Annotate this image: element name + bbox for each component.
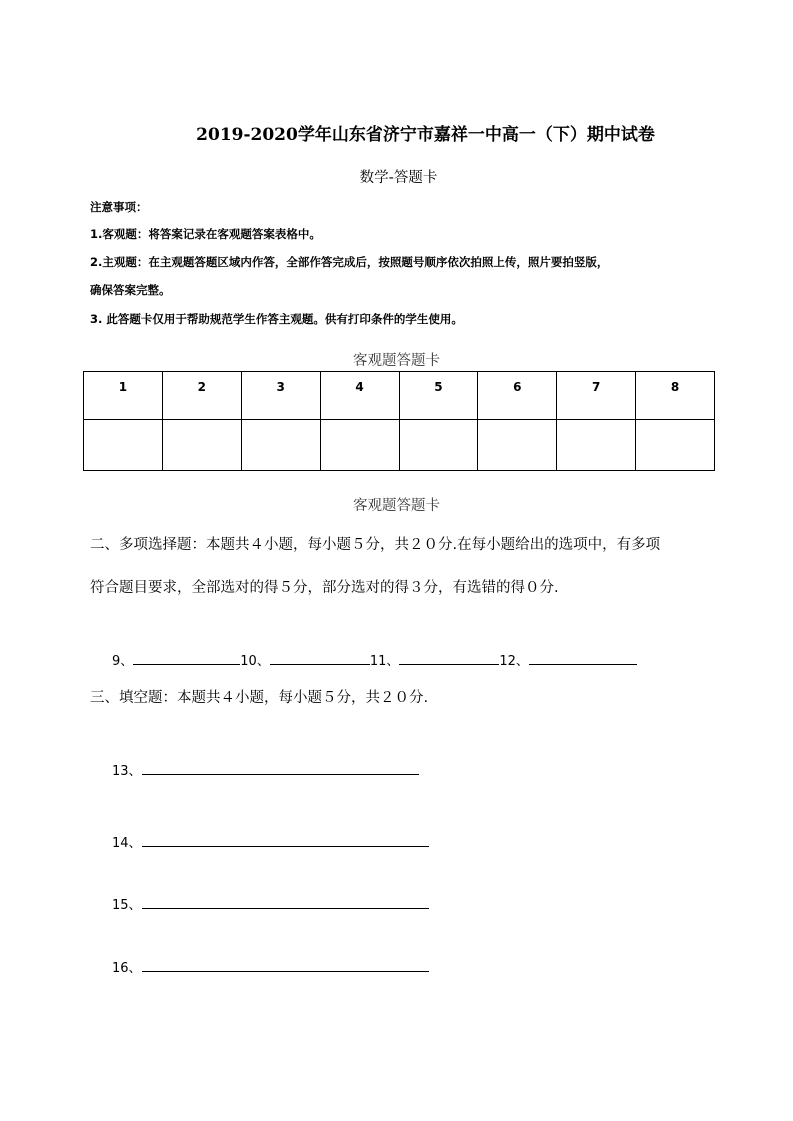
answer-cell[interactable]	[241, 420, 320, 471]
page-subtitle: 数学-答题卡	[359, 170, 438, 186]
column-header: 6	[478, 372, 557, 420]
objective-answer-table	[83, 371, 715, 471]
note-item-3: 3. 此答题卡仅用于帮助规范学生作答主观题。供有打印条件的学生使用。	[90, 312, 463, 326]
question-number: 10、	[240, 654, 270, 669]
note-item-1: 1.客观题：将答案记录在客观题答案表格中。	[90, 227, 321, 241]
question-number: 13、	[112, 764, 142, 779]
question-number: 16、	[112, 961, 142, 976]
answer-cell[interactable]	[557, 420, 636, 471]
page-title: 2019-2020学年山东省济宁市嘉祥一中高一（下）期中试卷	[196, 125, 655, 145]
question-number: 15、	[112, 898, 142, 913]
answer-blank-14[interactable]	[142, 846, 429, 847]
answer-cell[interactable]	[478, 420, 557, 471]
answer-blank-16[interactable]	[142, 971, 429, 972]
answer-blank-9[interactable]	[133, 664, 240, 665]
question-number: 14、	[112, 836, 142, 851]
column-header: 8	[636, 372, 715, 420]
answer-blank-15[interactable]	[142, 908, 429, 909]
column-header: 5	[399, 372, 478, 420]
column-header: 2	[162, 372, 241, 420]
notes-heading: 注意事项：	[90, 200, 148, 214]
section-title: 客观题答题卡	[353, 498, 440, 514]
answer-blank-10[interactable]	[270, 664, 370, 665]
note-item-2-cont: 确保答案完整。	[90, 283, 171, 297]
table-header-row	[84, 372, 715, 420]
answer-cell[interactable]	[636, 420, 715, 471]
section2-description-cont: 符合题目要求，全部选对的得５分，部分选对的得３分，有选错的得０分.	[90, 580, 559, 596]
multi-choice-answer-line	[112, 650, 637, 669]
column-header: 3	[241, 372, 320, 420]
column-header: 1	[84, 372, 163, 420]
section2-description: 二、多项选择题：本题共４小题，每小题５分，共２０分.在每小题给出的选项中，有多项	[90, 537, 661, 553]
answer-blank-11[interactable]	[399, 664, 499, 665]
answer-blank-12[interactable]	[529, 664, 637, 665]
answer-cell[interactable]	[399, 420, 478, 471]
question-number: 11、	[369, 654, 400, 669]
note-item-2: 2.主观题：在主观题答题区域内作答，全部作答完成后，按照题号顺序依次拍照上传，照片要拍竖版，	[90, 255, 609, 269]
answer-blank-13[interactable]	[142, 774, 419, 775]
column-header: 4	[320, 372, 399, 420]
answer-cell[interactable]	[162, 420, 241, 471]
objective-table-title: 客观题答题卡	[353, 353, 440, 369]
question-number: 12、	[499, 654, 529, 669]
fill-answer-14	[112, 832, 429, 851]
section3-description: 三、填空题：本题共４小题，每小题５分，共２０分.	[90, 690, 429, 706]
answer-cell[interactable]	[84, 420, 163, 471]
fill-answer-13	[112, 760, 419, 779]
question-number: 9、	[112, 654, 134, 669]
fill-answer-16	[112, 957, 429, 976]
answer-cell[interactable]	[320, 420, 399, 471]
answer-row	[84, 420, 715, 471]
fill-answer-15	[112, 894, 429, 913]
column-header: 7	[557, 372, 636, 420]
